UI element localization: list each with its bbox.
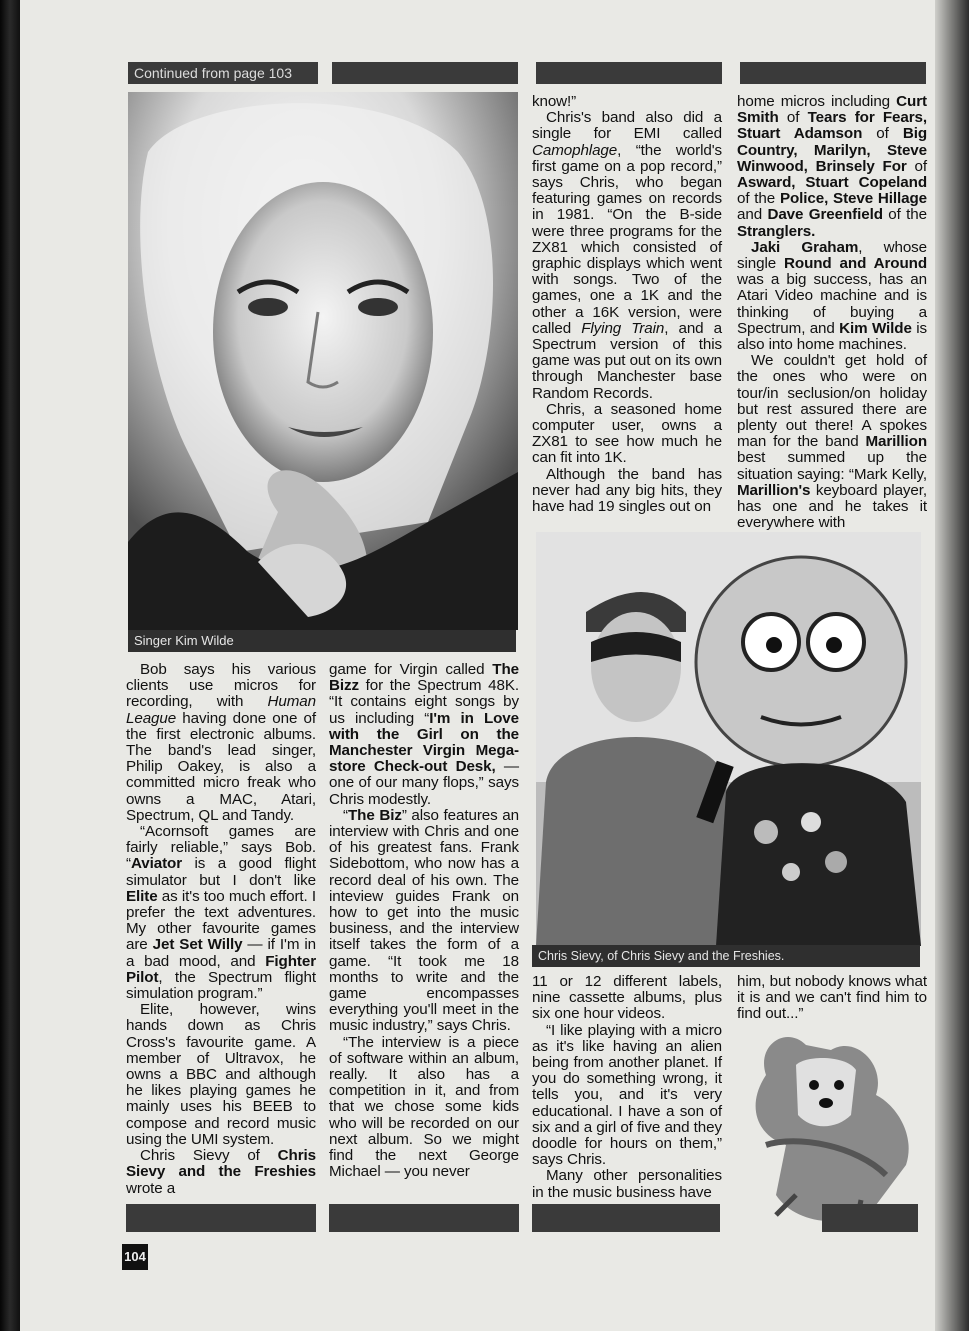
- dog-photo: [736, 1025, 916, 1230]
- header-bar-col2: [332, 62, 518, 84]
- article-column-1: [126, 662, 316, 1197]
- text-run: Dave Greenfield: [767, 206, 883, 224]
- text-run: Human League: [126, 693, 316, 727]
- text-run: Elite: [126, 887, 158, 905]
- text-run: The Bizz: [329, 661, 519, 695]
- text-run: Aviator: [130, 855, 183, 873]
- article-paragraph: [532, 94, 722, 110]
- text-run: and: [737, 206, 768, 224]
- magazine-spine: [0, 0, 22, 1331]
- text-run: “I like playing with a micro as it's like having an alien being from another planet. If you do something wrong, it tells you, and it's very educational. I have a son of six and a girl of five and they doodle for hours on them,” says Chris.: [532, 1021, 722, 1169]
- chris-sievy-photo: [536, 532, 921, 946]
- text-run: Jaki Graham: [751, 238, 859, 256]
- text-run: I'm in Love with the Girl on the Manchester Virgin Mega-store Check-out Desk,: [329, 709, 519, 776]
- text-run: Flying Train: [581, 319, 665, 337]
- text-run: 11 or 12 different labels, nine cassette albums, plus six one hour videos.: [532, 973, 722, 1023]
- footer-bar-col2: [329, 1204, 519, 1232]
- text-run: , “the world's first game on a pop record,” says Chris, who began featuring games on records in 1981. “On the B-side were three programs for the ZX81 which consisted of graphic displays which went with songs. Two of the games, one a 1K and the other a 16K version, were called: [532, 141, 722, 337]
- text-run: wrote a: [126, 1179, 176, 1197]
- article-paragraph: [532, 467, 722, 516]
- text-run: of the: [882, 206, 927, 224]
- text-run: Round and Around: [784, 255, 928, 273]
- text-run: game for Virgin called: [329, 661, 493, 678]
- text-run: , whose single: [737, 238, 927, 273]
- text-run: Tears for Fears, Stuart Adamson: [737, 109, 927, 143]
- text-run: “Acornsoft games are fairly reliable,” says Bob. “: [126, 823, 316, 873]
- text-run: The Biz: [347, 806, 402, 824]
- article-paragraph: [532, 402, 722, 467]
- text-run: of: [906, 157, 927, 175]
- article-paragraph: [532, 110, 722, 402]
- page-number: 104: [122, 1244, 148, 1270]
- text-run: of: [862, 125, 903, 143]
- kim-wilde-caption: Singer Kim Wilde: [128, 630, 516, 652]
- freshies-caption: Chris Sievy, of Chris Sievy and the Freshies.: [532, 945, 920, 967]
- text-run: Kim Wilde: [839, 319, 912, 337]
- text-run: Stranglers.: [737, 222, 816, 240]
- text-run: Although the band has never had any big hits, they have had 19 singles out on: [532, 465, 722, 516]
- text-run: Chris's band also did a single for EMI called: [532, 109, 722, 143]
- text-run: as it's too much effort. I prefer the text adventures. My other favourite games are: [126, 887, 316, 954]
- header-bar-col4: [740, 62, 926, 84]
- article-paragraph: [737, 240, 927, 353]
- text-run: having done one of the first electronic albums. The band's lead singer, Philip Oakey, is also a committed micro freak who owns a MAC, Atari, Spectrum, QL and Tandy.: [126, 709, 316, 824]
- article-paragraph: [737, 353, 927, 531]
- article-column-3-top: [532, 94, 722, 515]
- text-run: “: [343, 806, 348, 824]
- footer-bar-col3: [532, 1204, 720, 1232]
- article-paragraph: [329, 662, 519, 808]
- article-paragraph: [532, 1168, 722, 1200]
- text-run: Many other personalities in the music business have: [532, 1167, 722, 1201]
- article-column-3-bottom: [532, 974, 722, 1201]
- text-run: Jet Set Willy: [152, 936, 243, 954]
- text-run: know!”: [532, 93, 577, 110]
- text-run: for the Spectrum 48K. “It contains eight songs by us including “: [329, 677, 519, 727]
- article-paragraph: [126, 662, 316, 824]
- text-run: home micros including: [737, 93, 897, 110]
- text-run: Bob says his various clients use micros for recording, with: [126, 661, 316, 711]
- article-paragraph: [329, 1035, 519, 1181]
- text-run: Marillion: [865, 433, 927, 451]
- article-paragraph: [126, 1148, 316, 1197]
- text-run: Chris Sievy and the Freshies: [126, 1147, 316, 1181]
- text-run: Asward, Stuart Copeland: [737, 174, 927, 192]
- article-paragraph: [532, 974, 722, 1023]
- text-run: ” also features an interview with Chris and one of his greatest fans. Frank Sidebottom, who now has a record deal of his own. The inteview guides Frank on how to get into the music business, and the interview itself takes the form of a game. “It took me 18 months to write and the game encompasses everything you'll meet in the music industry,” says Chris.: [329, 806, 519, 1035]
- text-run: — if I'm in a bad mood, and: [126, 936, 316, 970]
- text-run: We couldn't get hold of the ones who were on tour/in seclusion/on holiday but rest assured there are plenty out there! A spokes man for the band: [737, 352, 927, 451]
- text-run: , the Spectrum flight simulation program.”: [126, 968, 316, 1003]
- footer-bar-col4: [822, 1204, 918, 1232]
- article-paragraph: [126, 824, 316, 1002]
- text-run: Chris Sievy of: [140, 1147, 278, 1165]
- text-run: is also into home machines.: [737, 319, 927, 354]
- text-run: Chris, a seasoned home computer user, owns a ZX81 to see how much he can fit into 1K.: [532, 400, 722, 467]
- portrait-illustration: [128, 92, 518, 630]
- article-column-4-bottom: [737, 974, 927, 1023]
- text-run: Curt Smith: [737, 93, 927, 127]
- page-edge: [935, 0, 969, 1331]
- continued-from-banner: Continued from page 103: [128, 62, 318, 84]
- text-run: , and a Spectrum version of this game was put out on its own through Manchester base Random Records.: [532, 319, 722, 402]
- header-bar-col3: [536, 62, 722, 84]
- kim-wilde-photo: [128, 92, 518, 630]
- text-run: is a good flight simulator but I don't like: [126, 855, 316, 889]
- text-run: — one of our many flops,” says Chris modestly.: [329, 758, 519, 808]
- text-run: Fighter Pilot: [126, 952, 316, 986]
- text-run: “The interview is a piece of software within an album, really. It also has a competition in it, and from that we chose some kids who will be recorded on our next album. So we might find the next George Michael — you never: [329, 1033, 519, 1181]
- dog-illustration: [736, 1025, 916, 1230]
- text-run: keyboard player, has one and he takes it everywhere with: [737, 481, 927, 532]
- text-run: best summed up the situation saying: “Mark Kelly,: [737, 449, 927, 483]
- text-run: Camophlage: [532, 141, 618, 159]
- text-run: Elite, however, wins hands down as Chris Cross's favourite game. A member of Ultravox, he owns a BBC and although he likes playing games he mainly uses his BEEB to compose and record music using the UMI system.: [126, 1001, 316, 1148]
- footer-bar-col1: [126, 1204, 316, 1232]
- article-paragraph: [737, 974, 927, 1023]
- text-run: of the: [737, 190, 780, 208]
- text-run: him, but nobody knows what it is and we can't find him to find out...”: [737, 973, 927, 1023]
- text-run: Big Country, Marilyn, Steve Winwood, Brinsely For: [737, 125, 927, 175]
- text-run: Marillion's: [737, 481, 811, 499]
- text-run: was a big success, has an Atari Video machine and is thinking of buying a Spectrum, and: [737, 271, 927, 337]
- article-paragraph: [126, 1002, 316, 1148]
- article-paragraph: [329, 808, 519, 1035]
- text-run: Police, Steve Hillage: [779, 190, 927, 208]
- article-paragraph: [532, 1023, 722, 1169]
- article-column-2: [329, 662, 519, 1181]
- article-column-4-top: [737, 94, 927, 531]
- text-run: of: [778, 109, 808, 127]
- article-paragraph: [737, 94, 927, 240]
- band-photo-illustration: [536, 532, 921, 946]
